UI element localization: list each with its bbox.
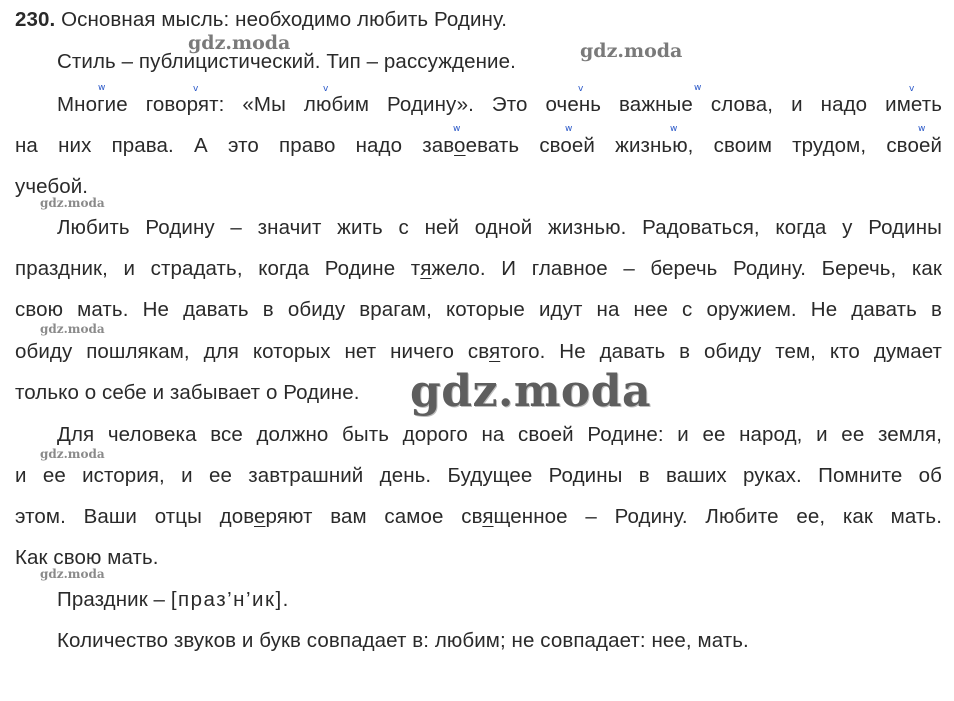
summary-line: Количество звуков и букв совпадает в: любим; не совпадает: нее, мать. bbox=[57, 629, 749, 652]
para3-line4: Как свою мать. bbox=[15, 546, 159, 569]
watermark: gdz.moda bbox=[580, 40, 683, 62]
text-part: щенное – Родину. Любите ее, как мать. bbox=[493, 505, 942, 528]
para3-line3 bbox=[15, 505, 942, 529]
mark-w: w bbox=[565, 124, 573, 134]
para1-line1: Многие говорят: «Мы любим Родину». Это очень важные слова, и надо иметь bbox=[57, 93, 942, 116]
underlined-letter: я bbox=[482, 505, 494, 528]
main-idea-line bbox=[15, 8, 942, 32]
text-part: этом. Ваши отцы дов bbox=[15, 505, 254, 528]
text-part: евать своей жизнью, своим трудом, своей bbox=[465, 134, 942, 157]
underlined-letter: я bbox=[489, 340, 501, 363]
underlined-letter: я bbox=[420, 257, 432, 280]
main-idea-text: Основная мысль: необходимо любить Родину. bbox=[61, 8, 508, 31]
watermark: gdz.moda bbox=[40, 322, 105, 336]
mark-w: w bbox=[670, 124, 678, 134]
para2-line5: только о себе и забывает о Родине. bbox=[15, 381, 360, 404]
mark-w: w bbox=[694, 83, 702, 93]
para1-line3: учебой. bbox=[15, 175, 89, 198]
mark-v: v bbox=[193, 84, 199, 94]
para3-line1: Для человека все должно быть дорого на своей Родине: и ее народ, и ее земля, bbox=[57, 423, 942, 446]
para2-line2 bbox=[15, 257, 942, 281]
watermark: gdz.moda bbox=[40, 567, 105, 581]
para3-line2: и ее история, и ее завтрашний день. Будущее Родины в ваших руках. Помните об bbox=[15, 464, 942, 487]
mark-w: w bbox=[453, 124, 461, 134]
text-part: обиду пошлякам, для которых нет ничего св bbox=[15, 340, 490, 363]
text-part: на них права. А это право надо зав bbox=[15, 134, 455, 157]
phonetics-word: Праздник – bbox=[57, 588, 171, 611]
text-part: ряют вам самое св bbox=[265, 505, 483, 528]
watermark-large: gdz.moda bbox=[410, 366, 652, 417]
mark-w: w bbox=[98, 83, 106, 93]
para2-line4 bbox=[15, 340, 942, 364]
watermark: gdz.moda bbox=[188, 32, 291, 54]
text-part: того. Не давать в обиду тем, кто думает bbox=[500, 340, 942, 363]
text-part: жело. И главное – беречь Родину. Беречь, как bbox=[431, 257, 942, 280]
mark-v: v bbox=[578, 84, 584, 94]
text-part: праздник, и страдать, когда Родине т bbox=[15, 257, 421, 280]
phonetic-transcription: [праз’н’ик]. bbox=[170, 588, 290, 611]
watermark: gdz.moda bbox=[40, 196, 105, 210]
para1-line2 bbox=[15, 134, 942, 158]
underlined-letter: е bbox=[254, 505, 266, 528]
underlined-letter: о bbox=[454, 134, 466, 157]
watermark: gdz.moda bbox=[40, 447, 105, 461]
mark-w: w bbox=[918, 124, 926, 134]
phonetics-line bbox=[57, 588, 942, 612]
para2-line3: свою мать. Не давать в обиду врагам, которые идут на нее с оружием. Не давать в bbox=[15, 298, 942, 321]
exercise-number: 230. bbox=[15, 8, 56, 31]
mark-v: v bbox=[909, 84, 915, 94]
para2-line1: Любить Родину – значит жить с ней одной жизнью. Радоваться, когда у Родины bbox=[57, 216, 942, 239]
style-line: Стиль – публицистический. Тип – рассуждение. bbox=[57, 50, 516, 73]
mark-v: v bbox=[323, 84, 329, 94]
